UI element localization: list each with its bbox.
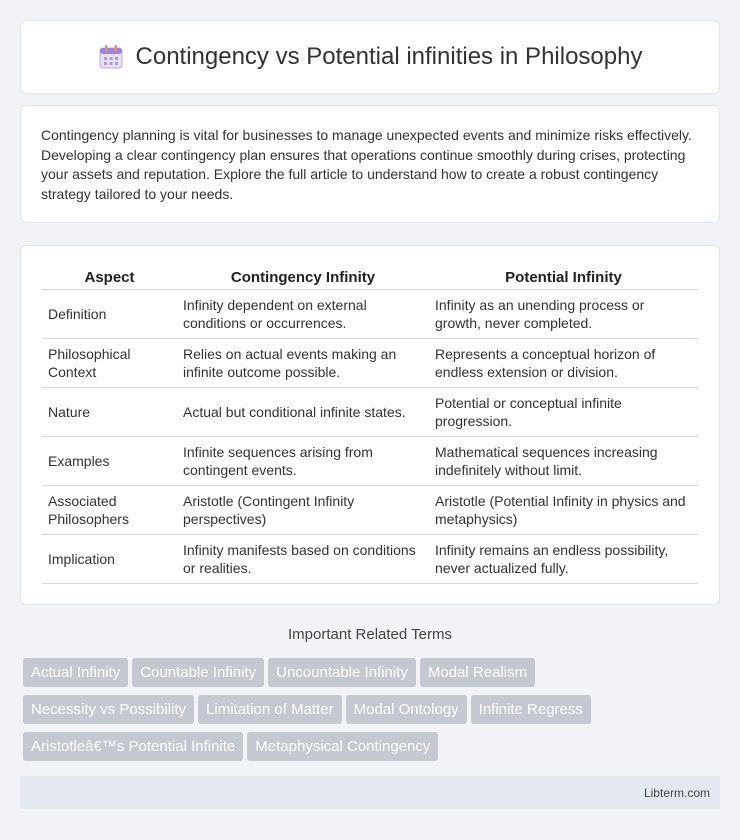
- table-row: [42, 388, 698, 437]
- column-header: Contingency Infinity: [177, 264, 429, 290]
- comparison-table: [42, 264, 698, 584]
- related-term-tag[interactable]: Metaphysical Contingency: [247, 732, 438, 761]
- footer: [20, 776, 720, 809]
- table-cell: Relies on actual events making an infinite outcome possible.: [177, 339, 429, 388]
- table-row: [42, 290, 698, 339]
- table-row: [42, 437, 698, 486]
- related-terms-list: [23, 658, 723, 769]
- table-cell: Infinity dependent on external conditions or occurrences.: [177, 290, 429, 339]
- table-cell: Mathematical sequences increasing indefinitely without limit.: [429, 437, 698, 486]
- related-term-tag[interactable]: Necessity vs Possibility: [23, 695, 194, 724]
- footer-site-link[interactable]: Libterm.com: [643, 785, 710, 800]
- table-cell: Infinity remains an endless possibility, never actualized fully.: [429, 535, 698, 584]
- table-cell: Infinite sequences arising from contingent events.: [177, 437, 429, 486]
- comparison-table-card: [20, 245, 720, 605]
- table-cell: Implication: [42, 535, 177, 584]
- table-header-row: [42, 264, 698, 290]
- table-cell: Aristotle (Contingent Infinity perspectives): [177, 486, 429, 535]
- calendar-icon: [98, 44, 124, 70]
- table-row: [42, 535, 698, 584]
- table-cell: Potential or conceptual infinite progression.: [429, 388, 698, 437]
- related-term-tag[interactable]: Limitation of Matter: [198, 695, 342, 724]
- table-cell: Infinity as an unending process or growth, never completed.: [429, 290, 698, 339]
- related-term-tag[interactable]: Infinite Regress: [471, 695, 591, 724]
- page-title: Contingency vs Potential infinities in Philosophy: [135, 43, 643, 70]
- table-cell: Aristotle (Potential Infinity in physics and metaphysics): [429, 486, 698, 535]
- related-term-tag[interactable]: Uncountable Infinity: [268, 658, 416, 687]
- table-cell: Philosophical Context: [42, 339, 177, 388]
- intro-card: [20, 105, 720, 223]
- related-term-tag[interactable]: Countable Infinity: [132, 658, 264, 687]
- table-cell: Associated Philosophers: [42, 486, 177, 535]
- column-header: Potential Infinity: [429, 264, 698, 290]
- related-term-tag[interactable]: Aristotleâ€™s Potential Infinite: [23, 732, 243, 761]
- table-cell: Examples: [42, 437, 177, 486]
- table-cell: Nature: [42, 388, 177, 437]
- related-term-tag[interactable]: Modal Ontology: [346, 695, 467, 724]
- header-card: [20, 20, 720, 94]
- table-cell: Definition: [42, 290, 177, 339]
- intro-text: Contingency planning is vital for businesses to manage unexpected events and minimize risks effectively. Developing a clear contingency plan ensures that operations continue smoothly during crises, protecting your assets and reputation. Explore the full article to understand how to create a robust contingency strategy tailored to your needs.: [41, 127, 692, 202]
- table-cell: Actual but conditional infinite states.: [177, 388, 429, 437]
- related-term-tag[interactable]: Actual Infinity: [23, 658, 128, 687]
- column-header: Aspect: [42, 264, 177, 290]
- table-cell: Represents a conceptual horizon of endless extension or division.: [429, 339, 698, 388]
- related-terms-title: Important Related Terms: [288, 626, 452, 643]
- table-row: [42, 339, 698, 388]
- related-term-tag[interactable]: Modal Realism: [420, 658, 535, 687]
- table-row: [42, 486, 698, 535]
- table-cell: Infinity manifests based on conditions or realities.: [177, 535, 429, 584]
